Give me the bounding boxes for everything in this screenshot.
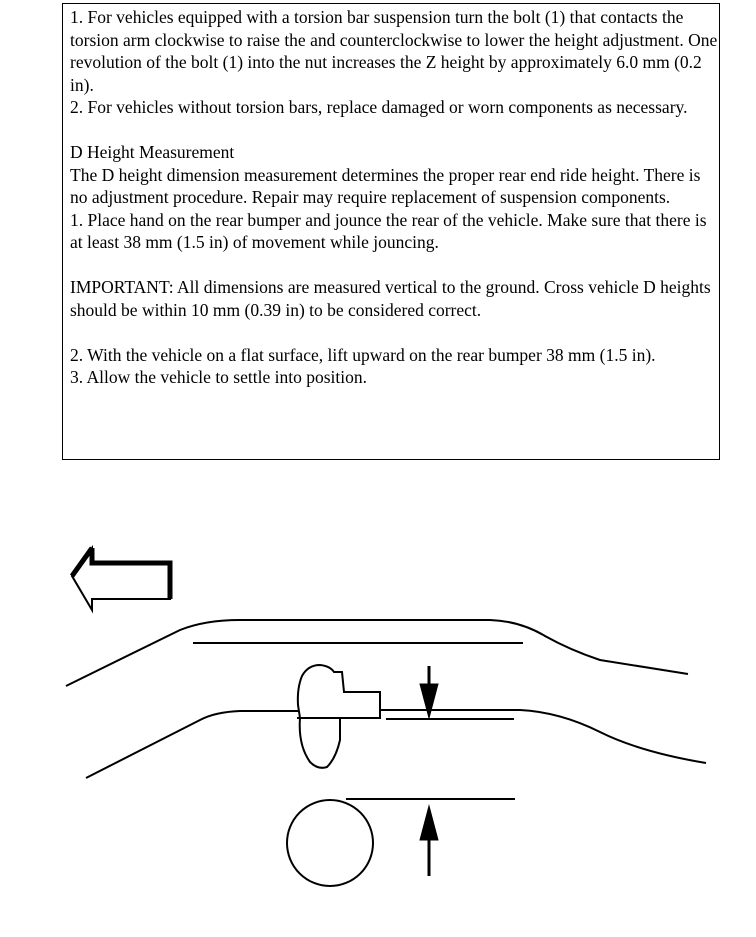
frame-lower-contour	[86, 711, 300, 778]
step-1-torsion-bar: 1. For vehicles equipped with a torsion bar suspension turn the bolt (1) that contacts the torsion arm clockwise to raise the and counterclockwise to lower the height adjustment. One revolution of the bolt (1) into the nut increases the Z height by approximately 6.0 mm (0.2 in).	[70, 7, 718, 95]
step-2-no-torsion-bar: 2. For vehicles without torsion bars, replace damaged or worn components as necessary.	[70, 97, 688, 117]
measurement-arrow-up-icon	[420, 806, 438, 876]
instruction-text-box	[62, 3, 720, 460]
important-note: IMPORTANT: All dimensions are measured vertical to the ground. Cross vehicle D heights should be within 10 mm (0.39 in) to be considered correct.	[70, 277, 711, 320]
axle-circle	[287, 800, 373, 886]
front-direction-arrow-icon	[72, 548, 170, 610]
section-heading-d-height: D Height Measurement	[70, 142, 235, 162]
paragraph-gap	[70, 321, 719, 344]
step-2-lift-bumper: 2. With the vehicle on a flat surface, lift upward on the rear bumper 38 mm (1.5 in).	[70, 344, 656, 365]
d-height-description: The D height dimension measurement determines the proper rear end ride height. There is no adjustment procedure. Repair may require replacement of suspension components.	[70, 164, 701, 207]
step-1-jounce: 1. Place hand on the rear bumper and jounce the rear of the vehicle. Make sure that there is at least 38 mm (1.5 in) of movement while jouncing.	[70, 209, 707, 252]
bump-stop	[297, 665, 380, 768]
paragraph-gap	[70, 119, 719, 142]
paragraph-gap	[70, 254, 719, 277]
step-3-settle: 3. Allow the vehicle to settle into position.	[70, 367, 367, 387]
body-upper-contour	[66, 620, 688, 686]
d-height-diagram	[0, 520, 756, 937]
